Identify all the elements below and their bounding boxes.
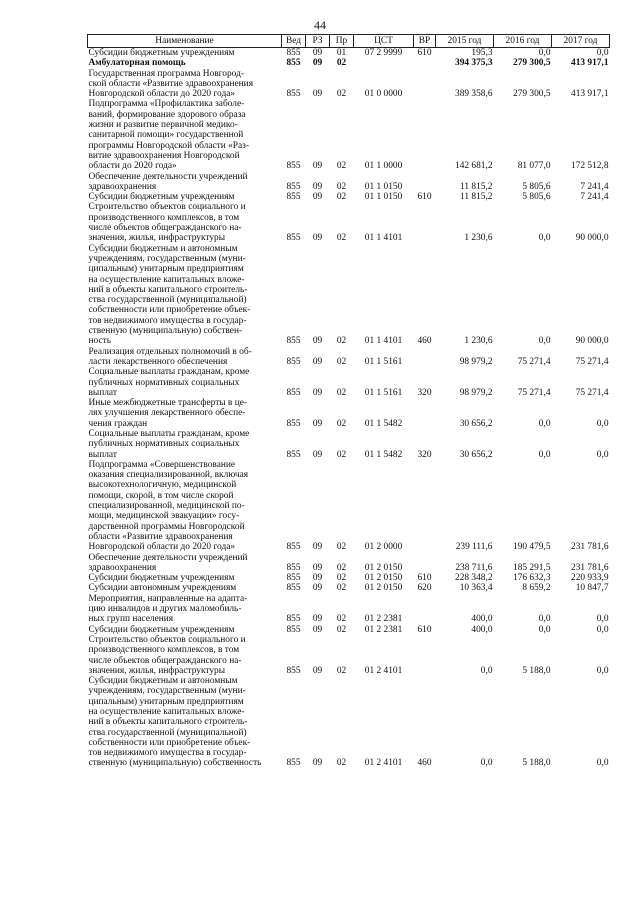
table-row [88,625,610,635]
row-rz: 09 [312,583,323,594]
row-rz: 09 [312,48,323,58]
row-vr [414,172,436,193]
row-pr: 02 [336,573,347,584]
row-name: Государственная программа Новгород- ской области «Развитие здравоохранения Новгородской области до 2020 года» [88,68,254,100]
row-value-2017: 220 933,9 [571,573,609,584]
row-value-2015: 400,0 [471,624,493,635]
table-row [88,583,610,593]
row-ved: 855 [286,233,301,244]
row-value-2017: 0,0 [596,614,609,625]
row-value-2017: 0,0 [596,48,609,58]
row-value-2016: 279 300,5 [513,89,551,100]
row-value-2015: 0,0 [480,665,493,676]
col-header-cst: ЦСТ [354,35,414,48]
row-pr: 02 [336,181,347,192]
row-cst: 01 2 4101 [364,665,403,676]
col-header-rz: РЗ [306,35,330,48]
row-value-2016: 0,0 [538,614,551,625]
row-ved: 855 [286,449,301,460]
col-header-2016: 2016 год [494,35,552,48]
table-row [88,367,610,398]
row-rz: 09 [312,161,323,172]
row-vr: 610 [417,48,432,58]
row-rz: 09 [312,356,323,367]
row-ved: 855 [286,161,301,172]
table-body [88,48,610,769]
row-cst: 01 1 5161 [364,387,403,398]
row-value-2016: 75 271,4 [517,387,551,398]
row-vr [414,69,436,100]
row-rz: 09 [312,387,323,398]
row-name: Подпрограмма «Профилактика заболе- ваний, формирование здорового образа жизни и развитие первичной медико- санитарной помощи» государственной программы Новгородской области «Раз- витие здравоохранения Новгородской области до 2020 года» [88,99,250,172]
row-value-2017: 0,0 [596,665,609,676]
table-row [88,635,610,676]
row-vr: 460 [417,758,432,769]
table-header [88,35,610,48]
row-cst: 01 1 4101 [364,233,403,244]
row-name: Амбулаторная помощь [88,58,186,69]
row-vr [414,460,436,553]
row-vr: 610 [417,573,432,584]
row-value-2015: 239 111,6 [455,542,493,553]
row-rz: 09 [312,181,323,192]
row-vr: 320 [417,449,432,460]
row-value-2016: 0,0 [538,418,551,429]
row-value-2016: 185 291,5 [513,562,551,573]
row-value-2015: 389 358,6 [455,89,493,100]
row-name: Подпрограмма «Совершенствование оказания специализированной, включая высокотехнологичную, медицинской помощи, скорой, в том числе скорой специализированной, медицинской по- мощи, медицинской эвакуации» госу- дарственной программы Новгородской области «Развитие здравоохранения Новгородской области до 2020 года» [88,459,249,553]
row-name: Мероприятия, направленные на адапта- цию инвалидов и других маломобиль- ных групп населения [88,593,248,625]
row-cst: 01 1 4101 [364,336,403,347]
table-row [88,460,610,553]
row-name: Строительство объектов социального и производственного комплексов, в том числе объектов общегражданского на- значения, жилья, инфраструктуры [88,634,246,676]
row-cst: 07 2 9999 [364,48,403,58]
row-cst: 01 1 0000 [364,161,403,172]
row-vr: 320 [417,387,432,398]
row-ved: 855 [286,48,301,58]
table-row [88,553,610,574]
row-value-2016: 8 659,2 [522,583,551,594]
row-value-2015: 98 979,2 [459,387,493,398]
row-value-2016: 5 805,6 [522,181,551,192]
col-header-ved: Вед [282,35,306,48]
row-ved: 855 [286,614,301,625]
table-row [88,347,610,368]
row-cst: 01 2 0150 [364,583,403,594]
table-row [88,244,610,347]
row-vr [414,347,436,368]
row-value-2015: 238 711,6 [455,562,493,573]
row-value-2016: 279 300,5 [513,58,551,69]
row-rz: 09 [312,624,323,635]
row-name: Обеспечение деятельности учреждений здравоохранения [88,552,248,573]
row-ved: 855 [286,624,301,635]
row-name: Субсидии автономным учреждениям [88,583,237,594]
row-rz: 09 [312,192,323,203]
row-rz: 09 [312,233,323,244]
row-name: Социальные выплаты гражданам, кроме публичных нормативных социальных выплат [88,367,250,398]
table-row [88,594,610,625]
row-rz: 09 [312,665,323,676]
row-rz: 09 [312,449,323,460]
row-name: Субсидии бюджетным и автономным учреждениям, государственным (муни- ципальным) унитарным предприятиям на осуществление капитальных вложе- ний в объекты капитального строитель- ства государственной (муниципальной) собственности или приобретение объек- тов недвижимого имущества в государ- ственную (муниципальную) собственность [88,676,262,769]
row-pr: 02 [336,161,347,172]
row-value-2015: 11 815,2 [460,181,493,192]
budget-table [87,34,610,769]
row-name: Обеспечение деятельности учреждений здравоохранения [88,171,248,192]
row-value-2017: 0,0 [596,624,609,635]
row-cst: 01 2 4101 [364,758,403,769]
row-name: Иные межбюджетные трансферты в це- лях улучшения лекарственного обеспе- чения граждан [88,398,247,429]
row-value-2015: 228 348,2 [455,573,493,584]
row-vr [414,594,436,625]
row-cst [354,58,414,68]
row-vr: 610 [417,192,432,203]
table-row [88,58,610,68]
row-value-2017: 75 271,4 [575,356,609,367]
row-vr [414,99,436,171]
row-name: Субсидии бюджетным учреждениям [88,48,235,58]
row-pr: 02 [336,562,347,573]
row-value-2015: 30 656,2 [459,418,493,429]
row-value-2015: 30 656,2 [459,449,493,460]
row-name: Субсидии бюджетным и автономным учреждениям, государственным (муни- ципальным) унитарным предприятиям на осуществление капитальных вложе- ний в объекты капитального строитель- ства государственной (муниципальной) собственности или приобретение объек- тов недвижимого имущества в государ- ственную (муниципальную) собствен- ность [88,243,251,347]
row-value-2016: 0,0 [538,624,551,635]
row-cst: 01 2 2381 [364,614,403,625]
row-ved: 855 [286,89,301,100]
row-vr [414,635,436,676]
col-header-pr: Пр [330,35,354,48]
row-value-2015: 98 979,2 [459,356,493,367]
row-pr: 02 [336,418,347,429]
row-value-2016: 81 077,0 [517,161,551,172]
row-pr: 02 [336,387,347,398]
row-rz: 09 [312,562,323,573]
row-value-2017: 90 000,0 [575,233,609,244]
row-ved: 855 [286,336,301,347]
row-pr: 02 [336,583,347,594]
table-row [88,573,610,583]
row-value-2017: 90 000,0 [575,336,609,347]
row-name: Субсидии бюджетным учреждениям [88,192,235,203]
row-value-2015: 11 815,2 [460,192,493,203]
row-pr: 02 [336,89,347,100]
row-value-2016: 5 805,6 [522,192,551,203]
page-number: 44 [314,18,326,32]
row-name: Реализация отдельных полномочий в об- ласти лекарственного обеспечения [88,346,252,367]
row-cst: 01 1 5482 [364,449,403,460]
row-ved: 855 [286,192,301,203]
table-row [88,192,610,202]
row-value-2016: 75 271,4 [517,356,551,367]
row-value-2017: 413 917,1 [571,58,609,69]
row-cst: 01 2 2381 [364,624,403,635]
table-row [88,172,610,193]
row-name: Социальные выплаты гражданам, кроме публичных нормативных социальных выплат [88,428,250,460]
row-name: Субсидии бюджетным учреждениям [88,624,235,635]
row-value-2015: 400,0 [471,614,493,625]
row-rz: 09 [312,58,323,69]
row-pr: 02 [336,233,347,244]
row-value-2015: 394 375,3 [455,58,493,69]
row-ved: 855 [286,573,301,584]
col-header-2015: 2015 год [436,35,494,48]
row-rz: 09 [312,89,323,100]
row-ved: 855 [286,758,301,769]
row-value-2017: 0,0 [596,449,609,460]
row-value-2017: 172 512,8 [571,161,609,172]
row-value-2017: 10 847,7 [575,583,609,594]
row-vr: 610 [417,624,432,635]
row-vr [414,202,436,243]
row-cst: 01 0 0000 [364,89,403,100]
row-value-2017: 7 241,4 [580,192,609,203]
row-cst: 01 1 0150 [364,192,403,203]
row-cst: 01 1 5161 [364,356,403,367]
row-rz: 09 [312,542,323,553]
row-pr: 02 [336,542,347,553]
row-value-2016: 0,0 [538,48,551,58]
row-ved: 855 [286,665,301,676]
row-name: Субсидии бюджетным учреждениям [88,573,235,584]
row-cst: 01 2 0150 [364,573,403,584]
row-rz: 09 [312,614,323,625]
row-vr: 460 [417,336,432,347]
row-cst: 01 2 0150 [364,562,403,573]
row-value-2015: 1 230,6 [464,336,493,347]
row-pr: 02 [336,192,347,203]
row-value-2016: 190 479,5 [513,542,551,553]
table-row [88,69,610,100]
row-rz: 09 [312,418,323,429]
row-pr: 02 [336,449,347,460]
row-value-2017: 413 917,1 [571,89,609,100]
row-value-2015: 142 681,2 [455,161,493,172]
row-value-2016: 0,0 [538,336,551,347]
row-value-2017: 231 781,6 [571,562,609,573]
row-vr [414,58,436,68]
row-vr: 620 [417,583,432,594]
row-pr: 02 [336,665,347,676]
row-pr: 02 [336,624,347,635]
row-pr: 02 [336,758,347,769]
table-row [88,202,610,243]
row-ved: 855 [286,387,301,398]
row-value-2015: 1 230,6 [464,233,493,244]
row-value-2017: 0,0 [596,758,609,769]
row-rz: 09 [312,573,323,584]
row-ved: 855 [286,58,301,69]
row-value-2017: 0,0 [596,418,609,429]
row-pr: 02 [336,356,347,367]
row-ved: 855 [286,181,301,192]
row-value-2017: 7 241,4 [580,181,609,192]
row-value-2017: 231 781,6 [571,542,609,553]
row-ved: 855 [286,562,301,573]
row-pr: 02 [336,58,347,69]
row-value-2015: 195,3 [471,48,493,58]
table-row [88,99,610,171]
row-value-2017: 75 271,4 [575,387,609,398]
table-row [88,676,610,769]
row-value-2016: 5 188,0 [522,758,551,769]
table-row [88,429,610,460]
row-value-2016: 176 632,3 [513,573,551,584]
row-value-2016: 0,0 [538,449,551,460]
row-ved: 855 [286,583,301,594]
row-ved: 855 [286,356,301,367]
row-ved: 855 [286,542,301,553]
row-name: Строительство объектов социального и производственного комплексов, в том числе объектов общегражданского на- значения, жилья, инфраструктуры [88,202,246,244]
row-rz: 09 [312,758,323,769]
row-cst: 01 2 0000 [364,542,403,553]
row-value-2016: 5 188,0 [522,665,551,676]
row-pr: 01 [336,48,347,58]
row-vr [414,398,436,429]
row-pr: 02 [336,614,347,625]
row-value-2015: 10 363,4 [459,583,493,594]
row-pr: 02 [336,336,347,347]
table-row [88,48,610,59]
col-header-vr: ВР [414,35,436,48]
row-rz: 09 [312,336,323,347]
col-header-2017: 2017 год [552,35,610,48]
row-cst: 01 1 5482 [364,418,403,429]
table-row [88,398,610,429]
row-ved: 855 [286,418,301,429]
row-value-2016: 0,0 [538,233,551,244]
row-value-2015: 0,0 [480,758,493,769]
row-vr [414,553,436,574]
row-cst: 01 1 0150 [364,181,403,192]
col-header-name: Наименование [88,35,282,48]
